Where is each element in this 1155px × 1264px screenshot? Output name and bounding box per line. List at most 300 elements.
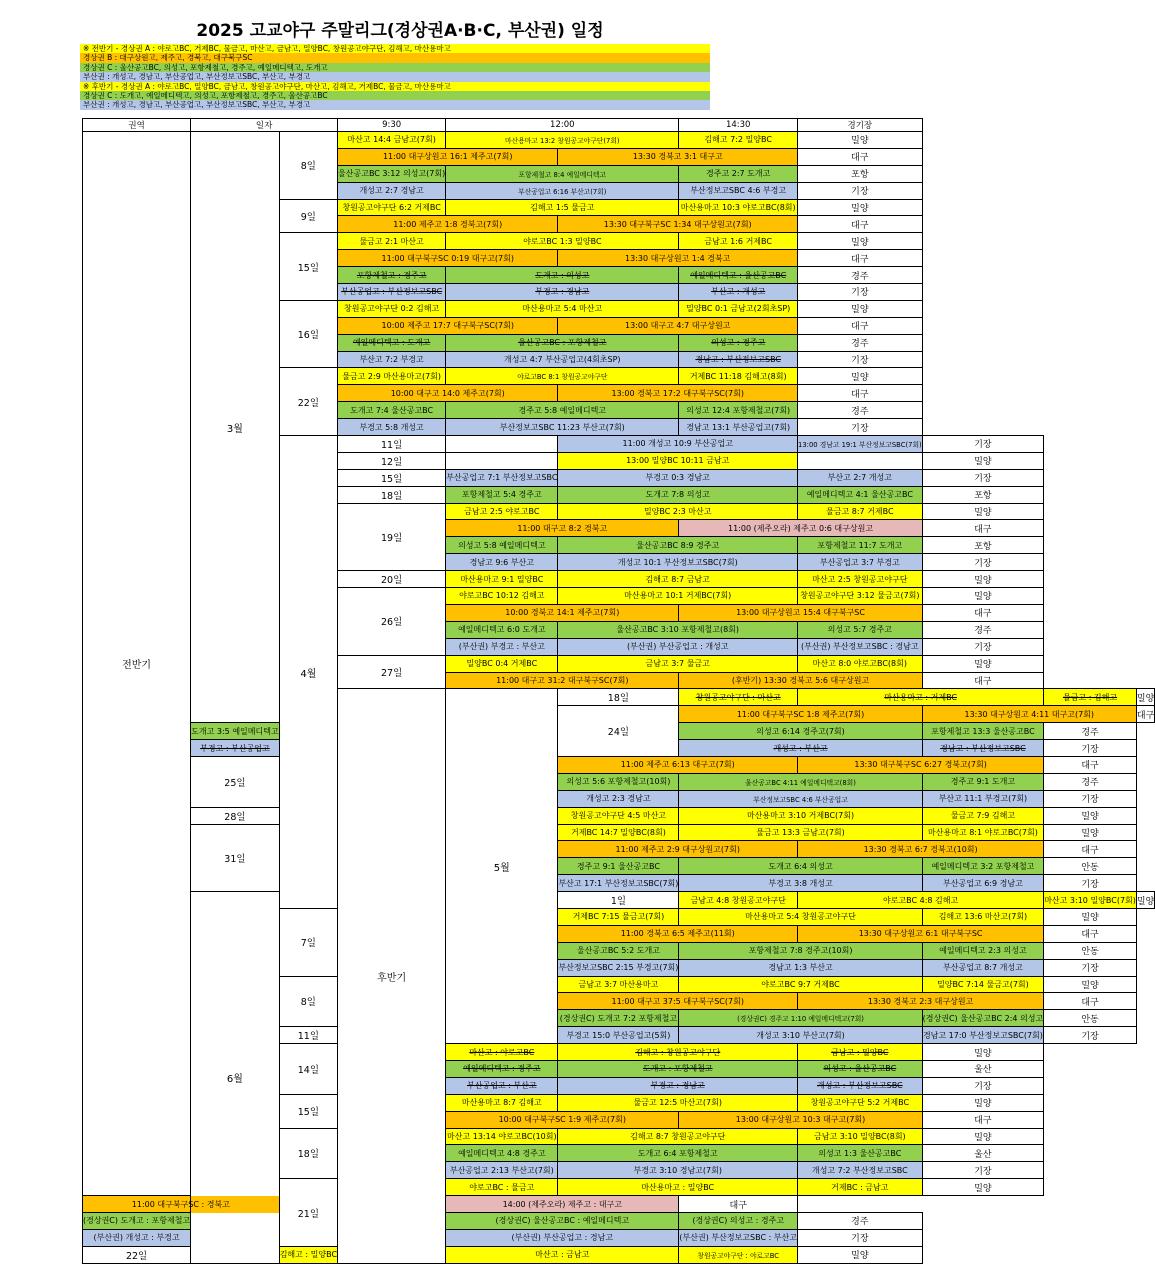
game-cell: 야로고BC 9:7 거제BC xyxy=(679,976,922,993)
venue-cell: 대구 xyxy=(922,672,1044,689)
venue-cell: 대구 xyxy=(922,604,1044,621)
game-cell: 부산공업고 : 부산정보고SBC xyxy=(338,284,446,301)
game-cell: 13:30 경북고 2:3 대구상원고 xyxy=(798,993,1044,1010)
venue-cell: 대구 xyxy=(798,385,923,402)
game-cell: 김해고 7:2 밀양BC xyxy=(679,132,798,149)
header-date: 일자 xyxy=(191,119,338,132)
game-cell: 부경고 3:10 경남고(7회) xyxy=(558,1162,798,1179)
venue-cell: 포항 xyxy=(922,537,1044,554)
schedule-table xyxy=(82,118,1155,1264)
venue-cell: 대구 xyxy=(798,216,923,233)
game-cell: 도개고 6:4 포항제철고 xyxy=(558,1145,798,1162)
game-cell: 김해고 13:6 마산고(7회) xyxy=(922,908,1044,925)
game-cell: 김해고 : 창원공고야구단 xyxy=(558,1044,798,1061)
day-label: 24일 xyxy=(558,706,679,757)
game-cell: 11:00 대구북구SC : 경북고 xyxy=(83,1196,280,1213)
day-label: 18일 xyxy=(338,486,446,503)
game-cell: 예일메디텍고 6:0 도개고 xyxy=(446,621,558,638)
game-cell: 부산고 11:1 부경고(7회) xyxy=(922,790,1044,807)
venue-cell: 기장 xyxy=(1044,790,1137,807)
game-cell: 11:00 개성고 10:9 부산공업고 xyxy=(558,436,798,453)
game-cell: 11:00 대구고 37:5 대구북구SC(7회) xyxy=(558,993,798,1010)
game-cell: 부산고 7:2 부경고 xyxy=(338,351,446,368)
game-cell: 개성고 : 부산고 xyxy=(679,740,922,757)
legend-line: ※ 전반기 - 경상권 A : 야로고BC, 거제BC, 물금고, 마산고, 금남고, 밀양BC, 창원공고야구단, 김해고, 마산용마고 xyxy=(80,44,710,53)
venue-cell: 기장 xyxy=(798,182,923,199)
game-cell: 13:00 경남고 19:1 부산정보고SBC(7회) xyxy=(798,436,923,453)
game-cell: 의성고 6:14 경주고(7회) xyxy=(679,723,922,740)
venue-cell: 안동 xyxy=(1044,942,1137,959)
game-cell: (부산권) 부산공업고 : 경남고 xyxy=(446,1229,679,1246)
game-cell: 마산용마고 13:2 창원공고야구단(7회) xyxy=(446,132,679,149)
venue-cell: 밀양 xyxy=(798,132,923,149)
game-cell: (부산권) 부경고 : 부산고 xyxy=(446,638,558,655)
game-cell: 거제BC 11:18 김해고(8회) xyxy=(679,368,798,385)
game-cell: 예일메디텍고 : 울산공고BC xyxy=(679,267,798,284)
legend-line: ※ 후반기 - 경상권 A : 야로고BC, 밀양BC, 금남고, 창원공고야구단, 마산고, 김해고, 거제BC, 물금고, 마산용마고 xyxy=(80,82,710,91)
venue-cell: 울산 xyxy=(922,1145,1044,1162)
venue-cell: 대구 xyxy=(798,148,923,165)
venue-cell: 밀양 xyxy=(922,452,1044,469)
game-cell: 창원공고야구단 6:2 거제BC xyxy=(338,199,446,216)
venue-cell: 대구 xyxy=(1044,841,1137,858)
venue-cell: 기장 xyxy=(1044,1027,1137,1044)
page-title: 2025 고교야구 주말리그(경상권A·B·C, 부산권) 일정 xyxy=(196,21,604,41)
day-label: 19일 xyxy=(338,503,446,571)
game-cell: 부산공업고 2:13 부산고(7회) xyxy=(446,1162,558,1179)
venue-cell: 기장 xyxy=(1044,875,1137,892)
game-cell: 금남고 : 밀양BC xyxy=(798,1044,923,1061)
venue-cell: 기장 xyxy=(798,351,923,368)
game-cell: 13:30 경북고 3:1 대구고 xyxy=(558,148,798,165)
game-cell: 13:00 대구상원고 15:4 대구북구SC xyxy=(679,604,922,621)
game-cell: 개성고 7:2 부산정보고SBC xyxy=(798,1162,923,1179)
game-cell: 도개고 7:8 의성고 xyxy=(558,486,798,503)
day-label: 22일 xyxy=(279,368,337,436)
header-930: 9:30 xyxy=(338,119,446,132)
venue-cell: 밀양 xyxy=(922,1128,1044,1145)
game-cell: 13:00 밀양BC 10:11 금남고 xyxy=(558,452,798,469)
day-label: 31일 xyxy=(191,824,280,892)
game-cell: 금남고 1:6 거제BC xyxy=(679,233,798,250)
game-cell: 울산공고BC 3:12 의성고(7회) xyxy=(338,165,446,182)
day-label: 8일 xyxy=(279,976,337,1027)
game-cell: 부산정보고SBC 4:6 부산공업고 xyxy=(679,790,922,807)
game-cell: 물금고 : 김해고 xyxy=(1044,689,1137,706)
game-cell: (경상권C) 울산공고BC 2:4 의성고 xyxy=(922,1010,1044,1027)
venue-cell: 밀양 xyxy=(1044,976,1137,993)
game-cell: 마산용마고 : 거제BC xyxy=(798,689,1044,706)
game-cell: 11:00 (제주오라) 제주고 0:6 대구상원고 xyxy=(679,520,922,537)
venue-cell: 밀양 xyxy=(798,1246,923,1263)
game-cell: 도개고 3:5 예일메디텍고 xyxy=(191,723,280,740)
venue-cell: 대구 xyxy=(1044,756,1137,773)
game-cell: 야로고BC 8:1 창원공고야구단 xyxy=(446,368,679,385)
venue-cell: 포항 xyxy=(798,165,923,182)
game-cell: 야로고BC 10:12 김해고 xyxy=(446,588,558,605)
game-cell: (후반기) 13:30 경북고 5:6 대구상원고 xyxy=(679,672,922,689)
game-cell: 11:00 제주고 6:13 대구고(7회) xyxy=(558,756,798,773)
game-cell: 11:00 대구고 8:2 경북고 xyxy=(446,520,679,537)
game-cell: 마산용마고 8:1 야로고BC(7회) xyxy=(922,824,1044,841)
game-cell: 경주고 2:7 도개고 xyxy=(679,165,798,182)
game-cell: 경주고 9:1 도개고 xyxy=(922,773,1044,790)
day-label: 25일 xyxy=(191,756,280,807)
game-cell: 개성고 2:3 경남고 xyxy=(558,790,679,807)
game-cell: 거제BC : 금남고 xyxy=(798,1179,923,1196)
game-cell: 부산공업고 6:9 경남고 xyxy=(922,875,1044,892)
game-cell: 개성고 2:7 경남고 xyxy=(338,182,446,199)
venue-cell: 대구 xyxy=(922,520,1044,537)
schedule-row xyxy=(83,892,1155,909)
venue-cell: 기장 xyxy=(922,436,1044,453)
game-cell: 부경고 5:8 개성고 xyxy=(338,419,446,436)
day-label: 20일 xyxy=(338,571,446,588)
venue-cell: 포항 xyxy=(922,486,1044,503)
venue-cell: 안동 xyxy=(1044,858,1137,875)
game-cell: 물금고 7:9 김해고 xyxy=(922,807,1044,824)
game-cell xyxy=(446,436,558,453)
game-cell: 포항제철고 13:3 울산공고BC xyxy=(922,723,1044,740)
header-venue: 경기장 xyxy=(798,119,923,132)
game-cell: 13:30 대구북구SC 1:34 대구상원고(7회) xyxy=(558,216,798,233)
game-cell: 의성고 : 울산공고BC xyxy=(798,1060,923,1077)
game-cell: 의성고 5:6 포항제철고(10회) xyxy=(558,773,679,790)
game-cell: 도개고 : 포항제철고 xyxy=(558,1060,798,1077)
venue-cell: 대구 xyxy=(679,1196,798,1213)
game-cell: 포항제철고 7:8 경주고(10회) xyxy=(679,942,922,959)
game-cell: 울산공고BC : 포항제철고 xyxy=(446,334,679,351)
game-cell: 창원공고야구단 5:2 거제BC xyxy=(798,1094,923,1111)
day-label: 11일 xyxy=(279,1027,337,1044)
game-cell: 창원공고야구단 0:2 김해고 xyxy=(338,300,446,317)
game-cell: 11:00 대구북구SC 1:8 제주고(7회) xyxy=(679,706,922,723)
game-cell: 예일메디텍고 4:1 울산공고BC xyxy=(798,486,923,503)
game-cell: 물금고 12:5 마산고(7회) xyxy=(558,1094,798,1111)
legend xyxy=(80,44,710,110)
game-cell: 물금고 13:3 금남고(7회) xyxy=(679,824,922,841)
game-cell: 예일메디텍고 2:3 의성고 xyxy=(922,942,1044,959)
venue-cell: 밀양 xyxy=(922,655,1044,672)
game-cell: (경상권C) 울산공고BC : 예일메디텍고 xyxy=(446,1213,679,1230)
game-cell: 마산고 : 야로고BC xyxy=(446,1044,558,1061)
game-cell: 11:00 대구상원고 16:1 제주고(7회) xyxy=(338,148,558,165)
day-label: 8일 xyxy=(279,132,337,200)
game-cell: 마산용마고 8:7 김해고 xyxy=(446,1094,558,1111)
game-cell xyxy=(798,452,923,469)
game-cell: 의성고 5:8 예일메디텍고 xyxy=(446,537,558,554)
legend-line: 경상권 B : 대구상원고, 제주고, 경북고, 대구북구SC xyxy=(80,53,710,62)
game-cell: 금남고 3:7 마산용마고 xyxy=(558,976,679,993)
venue-cell: 밀양 xyxy=(798,233,923,250)
game-cell: 마산용마고 10:3 야로고BC(8회) xyxy=(679,199,798,216)
game-cell: 경주고 9:1 울산공고BC xyxy=(558,858,679,875)
game-cell: 울산공고BC 4:11 예일메디텍고(8회) xyxy=(679,773,922,790)
day-label: 26일 xyxy=(338,588,446,656)
venue-cell: 대구 xyxy=(798,250,923,267)
day-label: 15일 xyxy=(279,1094,337,1128)
game-cell: 야로고BC 1:3 밀양BC xyxy=(446,233,679,250)
game-cell: 마산용마고 3:10 거제BC(7회) xyxy=(679,807,922,824)
venue-cell: 기장 xyxy=(1044,959,1137,976)
game-cell: 김해고 : 밀양BC xyxy=(279,1246,337,1263)
month-label: 6월 xyxy=(191,892,280,1264)
day-label: 14일 xyxy=(279,1044,337,1095)
game-cell: 창원공고야구단 : 마산고 xyxy=(679,689,798,706)
month-label: 4월 xyxy=(279,436,337,909)
game-cell: 밀양BC 0:4 거제BC xyxy=(446,655,558,672)
game-cell: 예일메디텍고 : 경주고 xyxy=(446,1060,558,1077)
game-cell: 야로고BC : 물금고 xyxy=(446,1179,558,1196)
game-cell: 마산고 13:14 야로고BC(10회) xyxy=(446,1128,558,1145)
venue-cell: 기장 xyxy=(922,554,1044,571)
game-cell: (경상권C) 의성고 : 경주고 xyxy=(679,1213,798,1230)
venue-cell: 밀양 xyxy=(1044,908,1137,925)
venue-cell: 밀양 xyxy=(798,199,923,216)
game-cell: 부산정보고SBC 11:23 부산고(7회) xyxy=(446,419,679,436)
venue-cell: 경주 xyxy=(1044,723,1137,740)
day-label: 1일 xyxy=(558,892,679,909)
venue-cell: 대구 xyxy=(798,317,923,334)
game-cell: 10:00 대구고 14:0 제주고(7회) xyxy=(338,385,558,402)
game-cell: (경상권C) 경주고 1:10 예일메디텍고(7회) xyxy=(679,1010,922,1027)
venue-cell: 밀양 xyxy=(922,571,1044,588)
game-cell: 11:00 경북고 6:5 제주고(11회) xyxy=(558,925,798,942)
game-cell: 부산공업고 3:7 부경고 xyxy=(798,554,923,571)
game-cell: 부산고 : 개성고 xyxy=(679,284,798,301)
game-cell: 개성고 3:10 부산고(7회) xyxy=(679,1027,922,1044)
game-cell: 10:00 제주고 17:7 대구북구SC(7회) xyxy=(338,317,558,334)
venue-cell: 경주 xyxy=(798,267,923,284)
game-cell: (부산권) 부산공업고 : 개성고 xyxy=(558,638,798,655)
game-cell: 마산용마고 : 밀양BC xyxy=(558,1179,798,1196)
game-cell: 마산고 : 금남고 xyxy=(446,1246,679,1263)
game-cell: 13:30 대구상원고 1:4 경북고 xyxy=(558,250,798,267)
venue-cell: 밀양 xyxy=(1136,689,1154,706)
venue-cell: 대구 xyxy=(1044,925,1137,942)
venue-cell: 기장 xyxy=(922,469,1044,486)
venue-cell: 밀양 xyxy=(922,1179,1044,1196)
game-cell: 13:00 대구상원고 10:3 대구고(7회) xyxy=(679,1111,922,1128)
game-cell: 부경고 : 경남고 xyxy=(558,1077,798,1094)
schedule-row xyxy=(83,1196,1155,1213)
venue-cell: 밀양 xyxy=(922,588,1044,605)
venue-cell: 기장 xyxy=(798,1229,923,1246)
game-cell: (경상권C) 도개고 7:2 포항제철고 xyxy=(558,1010,679,1027)
game-cell: 도개고 6:4 의성고 xyxy=(679,858,922,875)
game-cell: 밀양BC 2:3 마산고 xyxy=(558,503,798,520)
game-cell: 포항제철고 8:4 예일메디텍고 xyxy=(446,165,679,182)
game-cell: 밀양BC 7:14 물금고(7회) xyxy=(922,976,1044,993)
game-cell: 의성고 1:3 울산공고BC xyxy=(798,1145,923,1162)
month-label: 5월 xyxy=(446,689,558,1044)
venue-cell: 안동 xyxy=(1044,1010,1137,1027)
game-cell: (경상권C) 도개고 : 포항제철고 xyxy=(83,1213,191,1230)
game-cell: 부산공업고 6:16 부산고(7회) xyxy=(446,182,679,199)
venue-cell: 경주 xyxy=(798,1213,923,1230)
schedule-row xyxy=(83,807,1155,824)
game-cell: 마산용마고 9:1 밀양BC xyxy=(446,571,558,588)
venue-cell: 밀양 xyxy=(1136,892,1154,909)
game-cell: 예일메디텍고 4:8 경주고 xyxy=(446,1145,558,1162)
game-cell: 금남고 3:7 물금고 xyxy=(558,655,798,672)
game-cell: 마산고 2:5 창원공고야구단 xyxy=(798,571,923,588)
game-cell: 창원공고야구단 : 야로고BC xyxy=(679,1246,798,1263)
game-cell: 11:00 제주고 1:8 경북고(7회) xyxy=(338,216,558,233)
day-label: 15일 xyxy=(338,469,446,486)
day-label: 11일 xyxy=(338,436,446,453)
game-cell: 창원공고야구단 4:5 마산고 xyxy=(558,807,679,824)
legend-line: 경상권 C : 울산공고BC, 의성고, 포항제철고, 경주고, 예일메디텍고, 도개고 xyxy=(80,63,710,72)
game-cell: 경남고 : 부산정보고SBC xyxy=(679,351,798,368)
game-cell: 13:00 대구고 4:7 대구상원고 xyxy=(558,317,798,334)
game-cell: 경남고 : 부산정보고SBC xyxy=(922,740,1044,757)
half-label: 전반기 xyxy=(83,132,191,1196)
game-cell: 야로고BC 4:8 김해고 xyxy=(798,892,1044,909)
day-label: 22일 xyxy=(83,1246,191,1263)
game-cell: 13:00 경북고 17:2 대구북구SC(7회) xyxy=(558,385,798,402)
venue-cell: 경주 xyxy=(798,334,923,351)
game-cell: 마산용마고 5:4 창원공고야구단 xyxy=(679,908,922,925)
game-cell: 부경고 3:8 개성고 xyxy=(679,875,922,892)
month-label: 3월 xyxy=(191,132,280,723)
game-cell: 10:00 대구북구SC 1:9 제주고(7회) xyxy=(446,1111,679,1128)
game-cell: 마산고 3:10 밀양BC(7회) xyxy=(1044,892,1137,909)
game-cell: (부산권) 부산정보고SBC : 경남고 xyxy=(798,638,923,655)
day-label: 9일 xyxy=(279,199,337,233)
venue-cell: 기장 xyxy=(798,284,923,301)
venue-cell: 기장 xyxy=(922,638,1044,655)
game-cell: 금남고 3:10 밀양BC(8회) xyxy=(798,1128,923,1145)
game-cell: 금남고 4:8 창원공고야구단 xyxy=(679,892,798,909)
game-cell: 부산정보고SBC 2:15 부경고(7회) xyxy=(558,959,679,976)
game-cell: 부산공업고 7:1 부산정보고SBC xyxy=(446,469,558,486)
game-cell: 울산공고BC 3:10 포항제철고(8회) xyxy=(558,621,798,638)
venue-cell: 경주 xyxy=(922,621,1044,638)
game-cell: 마산용마고 10:1 거제BC(7회) xyxy=(558,588,798,605)
game-cell: 김해고 8:7 금남고 xyxy=(558,571,798,588)
game-cell: 울산공고BC 8:9 경주고 xyxy=(558,537,798,554)
game-cell: 의성고 : 경주고 xyxy=(679,334,798,351)
venue-cell: 경주 xyxy=(1044,773,1137,790)
game-cell: 부경고 15:0 부산공업고(5회) xyxy=(558,1027,679,1044)
game-cell: 마산고 8:0 야로고BC(8회) xyxy=(798,655,923,672)
game-cell: 13:30 대구북구SC 6:27 경북고(7회) xyxy=(798,756,1044,773)
legend-line: 경상권 C : 도개고, 예일메디텍고, 의성고, 포항제철고, 경주고, 울산공고BC xyxy=(80,91,710,100)
venue-cell: 기장 xyxy=(922,1162,1044,1179)
game-cell: 10:00 경북고 14:1 제주고(7회) xyxy=(446,604,679,621)
game-cell: 마산고 14:4 금남고(7회) xyxy=(338,132,446,149)
game-cell: 개성고 : 부산정보고SBC xyxy=(798,1077,923,1094)
game-cell: 부경고 : 경남고 xyxy=(446,284,679,301)
game-cell: 김해고 1:5 물금고 xyxy=(446,199,679,216)
day-label: 12일 xyxy=(338,452,446,469)
schedule-row xyxy=(83,132,1155,149)
day-label: 27일 xyxy=(338,655,446,689)
game-cell: 마산용마고 5:4 마산고 xyxy=(446,300,679,317)
game-cell: 포항제철고 11:7 도개고 xyxy=(798,537,923,554)
venue-cell: 밀양 xyxy=(922,503,1044,520)
game-cell: 예일메디텍고 : 도개고 xyxy=(338,334,446,351)
game-cell: 경남고 1:3 부산고 xyxy=(679,959,922,976)
header-row xyxy=(83,119,1155,132)
game-cell: 물금고 2:1 마산고 xyxy=(338,233,446,250)
game-cell: 부산공업고 8:7 개성고 xyxy=(922,959,1044,976)
game-cell: 경남고 13:1 부산공업고(7회) xyxy=(679,419,798,436)
game-cell: 경주고 5:8 예일메디텍고 xyxy=(446,402,679,419)
game-cell: 예일메디텍고 3:2 포항제철고 xyxy=(922,858,1044,875)
game-cell: 의성고 5:7 경주고 xyxy=(798,621,923,638)
day-label: 21일 xyxy=(279,1179,337,1247)
venue-cell: 기장 xyxy=(1044,740,1137,757)
venue-cell: 밀양 xyxy=(922,1094,1044,1111)
venue-cell: 밀양 xyxy=(798,368,923,385)
game-cell: 13:30 대구상원고 4:11 대구고(7회) xyxy=(922,706,1136,723)
game-cell: 의성고 12:4 포항제철고(7회) xyxy=(679,402,798,419)
game-cell: 물금고 2:9 마산용마고(7회) xyxy=(338,368,446,385)
game-cell: 도개고 7:4 울산공고BC xyxy=(338,402,446,419)
day-label: 15일 xyxy=(279,233,337,301)
day-label: 18일 xyxy=(279,1128,337,1179)
venue-cell: 밀양 xyxy=(1044,824,1137,841)
day-label: 28일 xyxy=(191,807,280,824)
game-cell: (부산권) 부산정보고SBC : 부산고 xyxy=(679,1229,798,1246)
venue-cell: 대구 xyxy=(1044,993,1137,1010)
venue-cell: 밀양 xyxy=(1044,807,1137,824)
half-label: 후반기 xyxy=(338,689,446,1263)
game-cell: 부산공업고 : 부산고 xyxy=(446,1077,558,1094)
game-cell: 개성고 4:7 부산공업고(4회초SP) xyxy=(446,351,679,368)
game-cell: 울산공고BC 5:2 도개고 xyxy=(558,942,679,959)
game-cell: 경남고 17:0 부산정보고SBC(7회) xyxy=(922,1027,1044,1044)
game-cell: 14:00 (제주오라) 제주고 : 대구고 xyxy=(446,1196,679,1213)
game-cell: 거제BC 7:15 물금고(7회) xyxy=(558,908,679,925)
game-cell: 경남고 9:6 부산고 xyxy=(446,554,558,571)
venue-cell: 울산 xyxy=(922,1060,1044,1077)
header-1200: 12:00 xyxy=(446,119,679,132)
game-cell: 11:00 제주고 2:9 대구상원고(7회) xyxy=(558,841,798,858)
header-region: 권역 xyxy=(83,119,191,132)
game-cell: 도개고 : 의성고 xyxy=(446,267,679,284)
game-cell: 부경고 0:3 경남고 xyxy=(558,469,798,486)
game-cell: 13:30 대구상원고 6:1 대구북구SC xyxy=(798,925,1044,942)
game-cell: 물금고 8:7 거제BC xyxy=(798,503,923,520)
game-cell: 개성고 10:1 부산정보고SBC(7회) xyxy=(558,554,798,571)
venue-cell: 기장 xyxy=(922,1077,1044,1094)
venue-cell: 기장 xyxy=(798,419,923,436)
game-cell: 11:00 대구북구SC 0:19 대구고(7회) xyxy=(338,250,558,267)
schedule-row xyxy=(83,824,1155,841)
game-cell: 거제BC 14:7 밀양BC(8회) xyxy=(558,824,679,841)
game-cell: 부산고 17:1 부산정보고SBC(7회) xyxy=(558,875,679,892)
day-label: 7일 xyxy=(279,908,337,976)
venue-cell: 대구 xyxy=(922,1111,1044,1128)
game-cell: 부산정보고SBC 4:6 부경고 xyxy=(679,182,798,199)
day-label: 16일 xyxy=(279,300,337,368)
day-label: 18일 xyxy=(558,689,679,706)
venue-cell: 밀양 xyxy=(922,1044,1044,1061)
game-cell: 부경고 : 부산공업고 xyxy=(191,740,280,757)
game-cell: 포항제철고 : 경주고 xyxy=(338,267,446,284)
game-cell: 밀양BC 0:1 금남고(2회초SP) xyxy=(679,300,798,317)
game-cell: (부산권) 개성고 : 부경고 xyxy=(83,1229,191,1246)
game-cell: 13:30 경북고 6:7 경북고(10회) xyxy=(798,841,1044,858)
game-cell: 11:00 대구고 31:2 대구북구SC(7회) xyxy=(446,672,679,689)
game-cell: 포항제철고 5:4 경주고 xyxy=(446,486,558,503)
venue-cell: 대구 xyxy=(1136,706,1154,723)
venue-cell: 경주 xyxy=(798,402,923,419)
game-cell: 창원공고야구단 3:12 물금고(7회) xyxy=(798,588,923,605)
